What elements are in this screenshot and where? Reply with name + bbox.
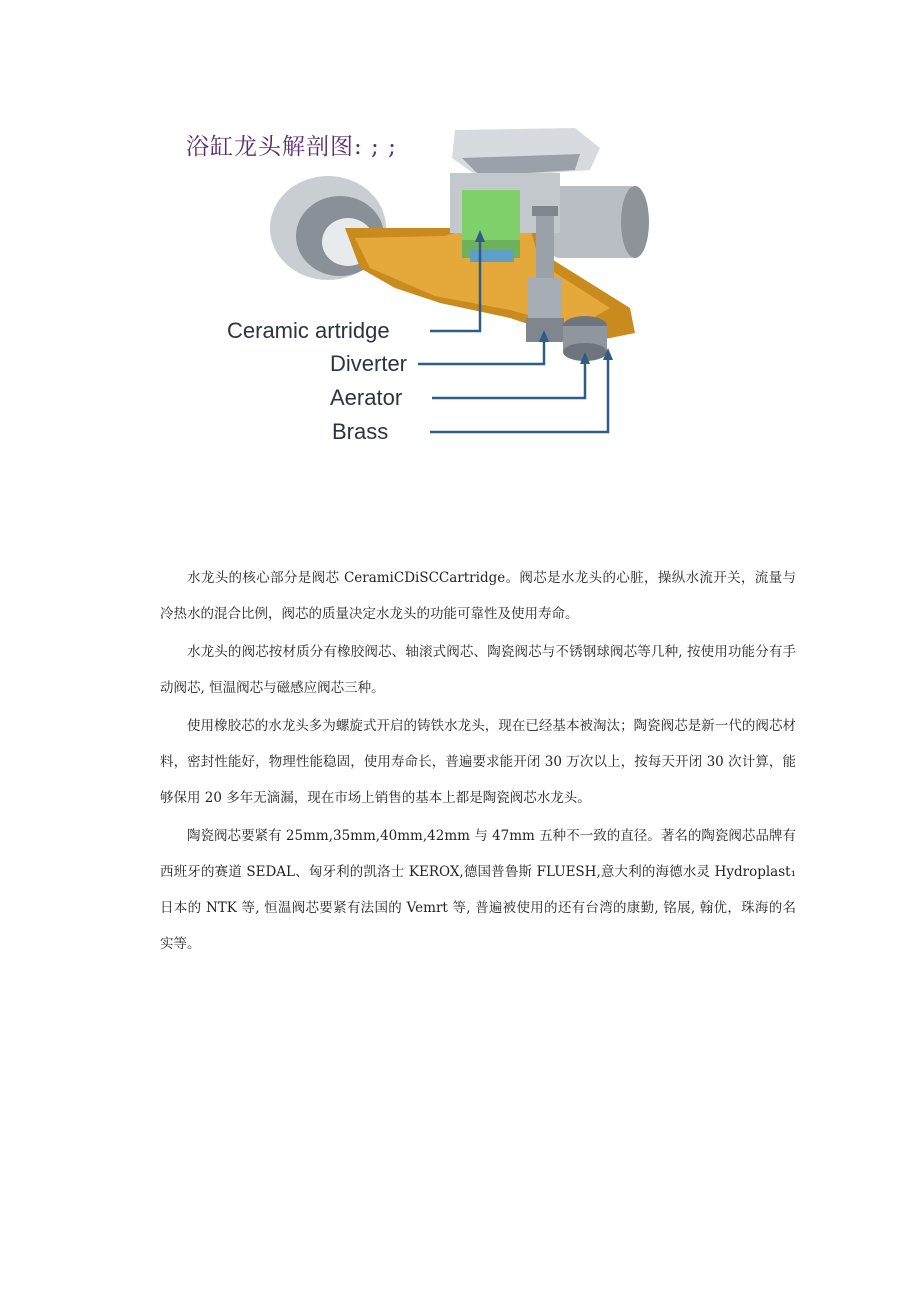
paragraph: 陶瓷阀芯要紧有 25mm,35mm,40mm,42mm 与 47mm 五种不一致的直径。著名的陶瓷阀芯品牌有西班牙的赛道 SEDAL、匈牙利的凯洛士 KEROX,德国普鲁斯 FLUESH,意大利的海德水灵 Hydroplast₁ 日本的 NTK 等, 恒温阀芯要紧有法国的 Vemrt 等, 普遍被使用的还有台湾的康勤, 铭展, 翰优，珠海的名实等。 xyxy=(160,828,796,952)
article-body xyxy=(160,560,796,964)
paragraph: 使用橡胶芯的水龙头多为螺旋式开启的铸铁水龙头，现在已经基本被淘汰；陶瓷阀芯是新一代的阀芯材料，密封性能好，物理性能稳固，使用寿命长，普遍要求能开闭 30 万次以上，按每天开闭 30 次计算，能够保用 20 多年无滴漏，现在市场上销售的基本上都是陶瓷阀芯水龙头。 xyxy=(160,718,796,806)
paragraph: 水龙头的阀芯按材质分有橡胶阀芯、轴滚式阀芯、陶瓷阀芯与不锈钢球阀芯等几种, 按使用功能分有手动阀芯, 恒温阀芯与磁感应阀芯三种。 xyxy=(160,644,796,696)
faucet-illustration xyxy=(180,118,650,448)
label-aerator: Aerator xyxy=(330,385,403,410)
paragraph: 水龙头的核心部分是阀芯 CeramiCDiSCCartridge。阀芯是水龙头的心脏，操纵水流开关，流量与冷热水的混合比例，阀芯的质量决定水龙头的功能可靠性及使用寿命。 xyxy=(160,570,796,622)
label-brass: Brass xyxy=(332,419,389,444)
label-diverter: Diverter xyxy=(330,351,408,376)
label-ceramic-cartridge: Ceramic artridge xyxy=(227,318,390,343)
faucet-diagram xyxy=(180,118,650,448)
figure-title: 浴缸龙头解剖图: ; ; xyxy=(186,134,397,160)
